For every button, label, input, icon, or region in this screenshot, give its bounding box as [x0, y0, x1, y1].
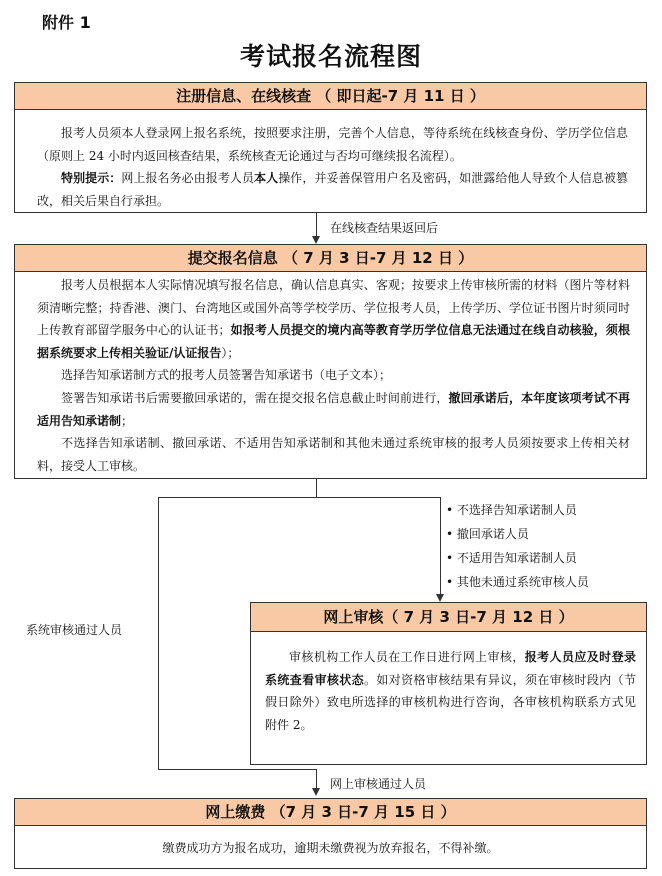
step2-header: 提交报名信息 （ 7 月 3 日-7 月 12 日 ） [14, 244, 647, 272]
step1-header: 注册信息、在线核查 （ 即日起-7 月 11 日 ） [14, 82, 647, 110]
tip-label: 特别提示： [61, 171, 122, 186]
branch-right-list [446, 498, 589, 594]
list-item-text: 撤回承诺人员 [456, 527, 529, 541]
tip-text-a: 网上报名务必由报考人员 [121, 171, 255, 186]
arrow-down-icon [436, 594, 444, 602]
connector-line-3 [316, 769, 317, 789]
step4-paragraph: 缴费成功方为报名成功，逾期未缴费视为放弃报名，不得补缴。 [162, 841, 499, 855]
step2-p3-bold: 撤回承诺后，本年度该项考试不再适用告知承诺制 [37, 390, 630, 428]
tip-text-bold: 本人 [254, 171, 279, 186]
list-item: • 撤回承诺人员 [446, 527, 529, 541]
step1-box [14, 109, 647, 213]
arrow1-label: 在线核查结果返回后 [330, 221, 439, 235]
step2-box [14, 271, 647, 479]
step3-p1-bold: 报考人员应及时登录系统查看审核状态 [265, 650, 636, 687]
list-item-text: 其他未通过系统审核人员 [456, 575, 589, 589]
arrow3-label: 网上审核通过人员 [330, 777, 427, 791]
step3-paragraph [265, 646, 636, 736]
arrow-down-icon [312, 788, 320, 796]
list-item: • 其他未通过系统审核人员 [446, 575, 589, 589]
branch-left-line [158, 497, 159, 770]
branch-right-line [440, 497, 441, 597]
connector-line-1 [316, 213, 317, 237]
list-item-text: 不选择告知承诺制人员 [456, 503, 577, 517]
attachment-label: 附件 1 [42, 13, 91, 32]
step2-p3-tail: ； [121, 413, 134, 428]
step1-tip [37, 167, 628, 212]
step2-paragraph-3 [37, 387, 630, 432]
step1-paragraph: 报考人员须本人登录网上报名系统，按照要求注册，完善个人信息，等待系统在线核查身份、学历学位信息（原则上 24 小时内返回核查结果，系统核查无论通过与否均可继续报名流程）。 [37, 126, 628, 163]
list-item: • 不适用告知承诺制人员 [446, 551, 577, 565]
branch-horizontal-line [158, 497, 441, 498]
step3-header: 网上审核（ 7 月 3 日-7 月 12 日 ） [250, 602, 647, 632]
branch-left-label: 系统审核通过人员 [26, 623, 123, 637]
branch-bottom-line [158, 769, 317, 770]
step2-paragraph-1 [37, 274, 630, 364]
list-item-text: 不适用告知承诺制人员 [456, 551, 577, 565]
step3-p1-text: 审核机构工作人员在工作日进行网上审核， [289, 650, 525, 664]
step3-box [250, 631, 647, 765]
step2-p3-text: 签署告知承诺书后需要撤回承诺的，需在提交报名信息截止时间前进行， [61, 390, 449, 405]
page-title: 考试报名流程图 [239, 42, 422, 71]
list-item: • 不选择告知承诺制人员 [446, 503, 577, 517]
step2-p1-text: 报考人员根据本人实际情况填写报名信息，确认信息真实、客观；按要求上传审核所需的材料（图片等材料须清晰完整；持香港、澳门、台湾地区或国外高等学校学历、学位报考人员，上传学历、学位证书图片时须同时上传教育部留学服务中心的认证书； [37, 278, 630, 338]
step2-paragraph-2: 选择告知承诺制方式的报考人员签署告知承诺书（电子文本）； [61, 368, 392, 383]
connector-line-2 [316, 479, 317, 498]
step2-p1-tail: ）； [221, 345, 240, 360]
step2-p1-bold: 如报考人员提交的境内高等教育学历学位信息无法通过在线自动核验，须根据系统要求上传相关验证/认证报告 [37, 323, 630, 360]
step2-paragraph-4: 不选择告知承诺制、撤回承诺、不适用告知承诺制和其他未通过系统审核的报考人员须按要求上传相关材料，接受人工审核。 [37, 436, 630, 473]
step4-header: 网上缴费 （7 月 3 日-7 月 15 日 ） [14, 798, 647, 826]
step4-box [14, 825, 647, 869]
arrow-down-icon [312, 236, 320, 244]
step3-p1-tail: 。如对资格审核结果有异议，须在审核时段内（节假日除外）致电所选择的审核机构进行咨询，各审核机构联系方式见附件 2。 [265, 672, 636, 732]
tip-text-b: 操作，并妥善保管用户名及密码，如泄露给他人导致个人信息被篡改，相关后果自行承担。 [37, 171, 628, 208]
